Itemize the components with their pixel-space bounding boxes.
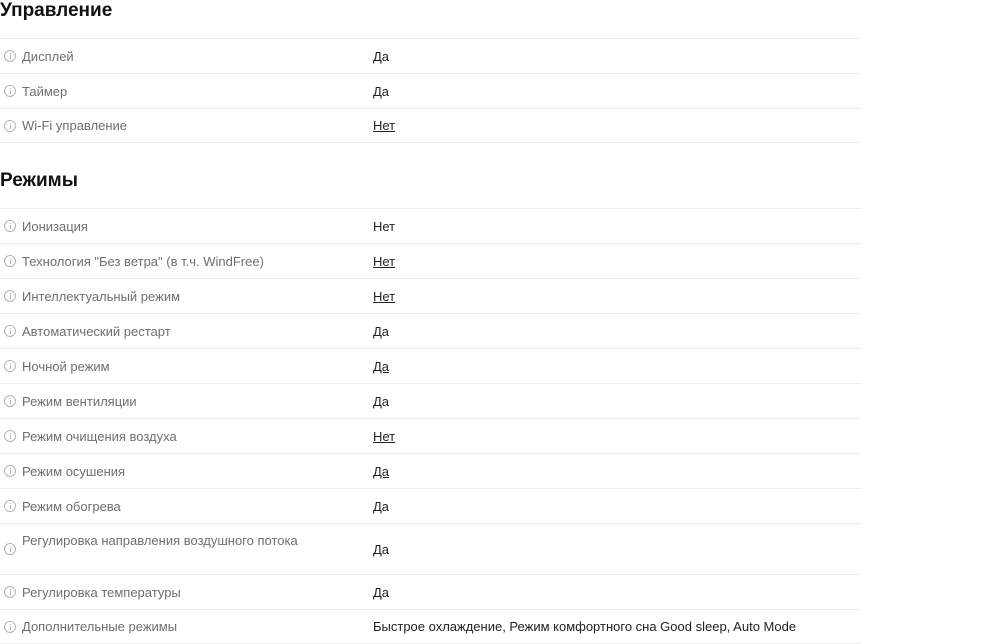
info-icon[interactable] <box>4 220 16 232</box>
spec-row-ionization <box>0 208 861 243</box>
spec-label-cell <box>4 279 314 313</box>
spec-label: Регулировка направления воздушного потока <box>22 533 298 548</box>
spec-table-control <box>0 38 861 143</box>
spec-row-airflow-direction <box>0 523 861 574</box>
spec-label: Автоматический рестарт <box>22 323 171 339</box>
spec-label: Дополнительные режимы <box>22 619 178 634</box>
spec-label: Wi-Fi управление <box>22 118 128 133</box>
spec-row-temperature-control <box>0 574 861 609</box>
spec-value: Да <box>373 393 390 409</box>
spec-value: Да <box>373 83 390 99</box>
spec-label: Регулировка температуры <box>22 584 181 600</box>
section-title-control: Управление <box>0 0 113 21</box>
info-icon[interactable] <box>4 85 16 97</box>
spec-row-windfree <box>0 243 861 278</box>
spec-value-link[interactable]: Нет <box>373 118 396 133</box>
info-icon[interactable] <box>4 325 16 337</box>
spec-label: Режим осушения <box>22 463 126 479</box>
spec-label-cell <box>4 575 314 609</box>
spec-row-auto-restart <box>0 313 861 348</box>
spec-value-link[interactable]: Да <box>373 358 390 374</box>
spec-value-link[interactable]: Нет <box>373 253 396 269</box>
spec-label: Ионизация <box>22 218 88 234</box>
info-icon[interactable] <box>4 500 16 512</box>
spec-label-cell <box>4 419 314 453</box>
spec-label-cell <box>4 39 314 73</box>
spec-label-cell <box>4 314 314 348</box>
info-icon[interactable] <box>4 120 16 132</box>
spec-row-wifi <box>0 108 861 143</box>
spec-label-cell <box>4 109 314 142</box>
spec-row-heating <box>0 488 861 523</box>
spec-value-link[interactable]: Нет <box>373 288 396 304</box>
info-icon[interactable] <box>4 430 16 442</box>
spec-row-dehumidify <box>0 453 861 488</box>
spec-value-link[interactable]: Нет <box>373 428 396 444</box>
info-icon[interactable] <box>4 465 16 477</box>
spec-value: Да <box>373 48 390 64</box>
spec-row-display <box>0 38 861 73</box>
spec-label: Режим обогрева <box>22 498 121 514</box>
spec-label-cell <box>4 610 314 643</box>
info-icon[interactable] <box>4 50 16 62</box>
spec-label-cell <box>4 489 314 523</box>
spec-row-smart-mode <box>0 278 861 313</box>
spec-value: Нет <box>373 218 396 234</box>
info-icon[interactable] <box>4 621 16 633</box>
spec-label: Интеллектуальный режим <box>22 288 181 304</box>
spec-value: Да <box>373 584 390 600</box>
spec-label-cell <box>4 524 314 574</box>
spec-row-night-mode <box>0 348 861 383</box>
spec-label: Технология "Без ветра" (в т.ч. WindFree) <box>22 253 264 269</box>
info-icon[interactable] <box>4 290 16 302</box>
spec-row-air-purification <box>0 418 861 453</box>
section-title-modes: Режимы <box>0 170 78 191</box>
info-icon[interactable] <box>4 360 16 372</box>
spec-row-ventilation <box>0 383 861 418</box>
spec-label-cell <box>4 244 314 278</box>
info-icon[interactable] <box>4 586 16 598</box>
spec-row-extra-modes <box>0 609 861 644</box>
spec-label-cell <box>4 349 314 383</box>
spec-table-modes <box>0 208 861 644</box>
spec-label: Режим очищения воздуха <box>22 428 177 444</box>
spec-value: Быстрое охлаждение, Режим комфортного сна Good sleep, Auto Mode <box>373 619 797 634</box>
spec-value: Да <box>373 498 390 514</box>
spec-value: Да <box>373 541 390 557</box>
spec-label: Ночной режим <box>22 358 110 374</box>
spec-label: Таймер <box>22 83 68 99</box>
info-icon[interactable] <box>4 395 16 407</box>
spec-value: Да <box>373 323 390 339</box>
spec-label: Дисплей <box>22 48 74 64</box>
info-icon[interactable] <box>4 543 16 555</box>
spec-label-cell <box>4 74 314 108</box>
spec-label: Режим вентиляции <box>22 393 137 409</box>
spec-label-cell <box>4 384 314 418</box>
spec-value-link[interactable]: Да <box>373 463 390 479</box>
spec-label-cell <box>4 454 314 488</box>
spec-row-timer <box>0 73 861 108</box>
spec-label-cell <box>4 209 314 243</box>
info-icon[interactable] <box>4 255 16 267</box>
